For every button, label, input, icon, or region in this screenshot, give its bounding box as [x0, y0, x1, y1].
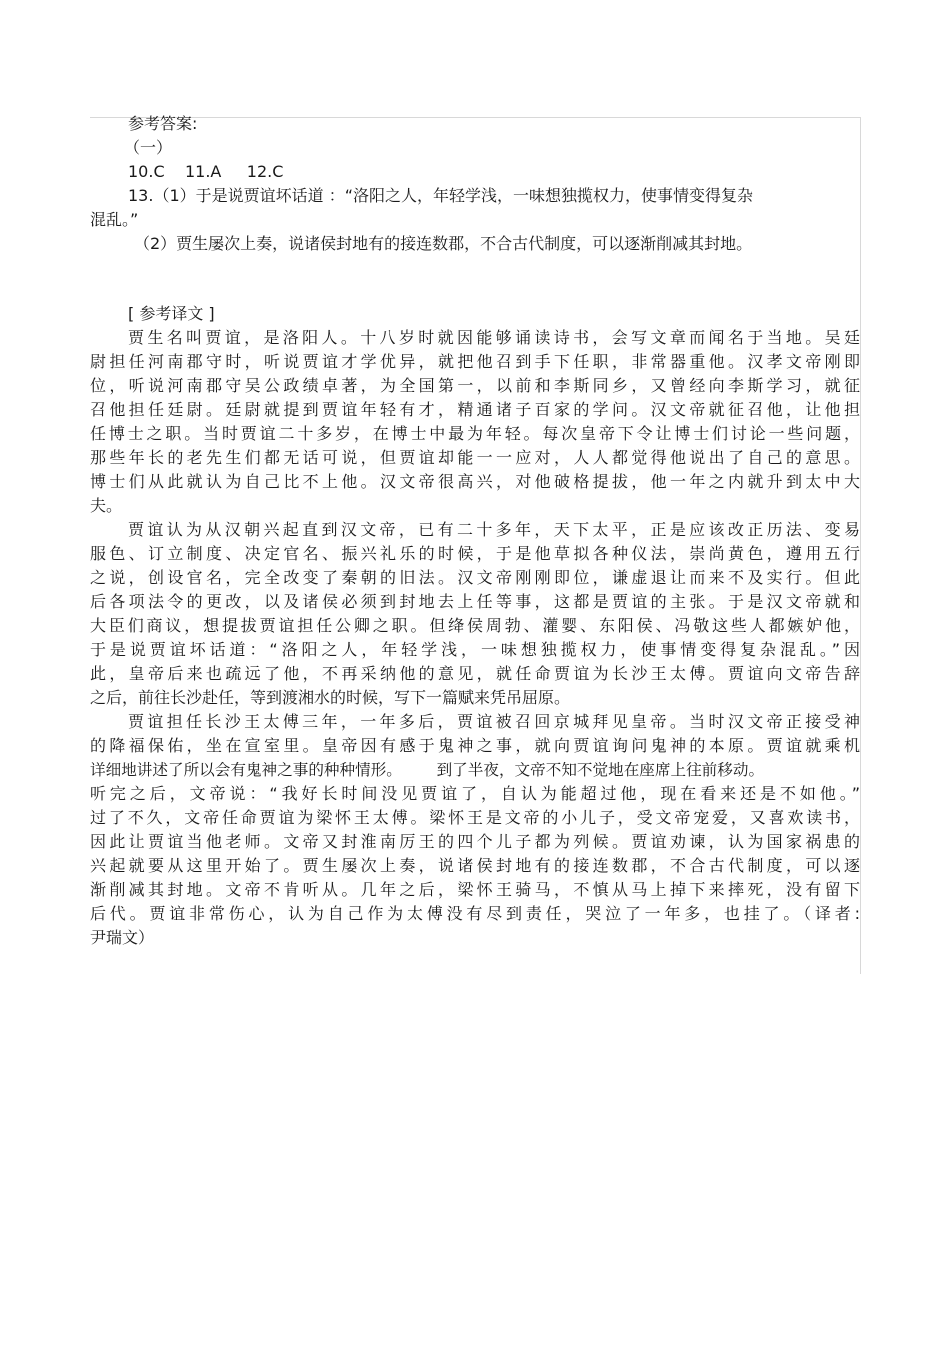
translation-line: 因此让贾谊当他老师。文帝又封淮南厉王的四个儿子都为列候。贾谊劝谏，认为国家祸患的 [90, 832, 860, 851]
translation-line: 后各项法令的更改，以及诸侯必须到封地去上任等事，这都是贾谊的主张。于是汉文帝就和 [90, 592, 860, 611]
translation-line: 详细地讲述了所以会有鬼神之事的种种情形。 到了半夜，文帝不知不觉地在座席上往前移动。 [90, 761, 765, 779]
spacer [90, 280, 860, 302]
document-body [90, 112, 860, 950]
answers-section: （一） [124, 138, 173, 157]
translation-line: 贾谊担任长沙王太傅三年，一年多后，贾谊被召回京城拜见皇帝。当时汉文帝正接受神 [128, 712, 860, 731]
translation-line: 渐削减其封地。文帝不肯听从。几年之后，梁怀王骑马，不慎从马上掉下来摔死，没有留下 [90, 880, 860, 899]
translation-line: 尉担任河南郡守时，听说贾谊才学优异，就把他召到手下任职，非常器重他。汉孝文帝刚即 [90, 352, 860, 371]
answer-13-part1-line1: 13.（1）于是说贾谊坏话道 ：“洛阳之人，年轻学浅，一味想独揽权力，使事情变得复杂 [128, 186, 754, 205]
translation-line: 贾生名叫贾谊，是洛阳人。十八岁时就因能够诵读诗书，会写文章而闻名于当地。吴廷 [128, 328, 860, 347]
frame-right-border [860, 117, 861, 974]
translation-heading: [ 参考译文 ] [128, 304, 215, 323]
translation-line: 位，听说河南郡守吴公政绩卓著，为全国第一，以前和李斯同乡，又曾经向李斯学习，就征 [90, 376, 860, 395]
answers-choices: 10.C 11.A 12.C [128, 162, 284, 181]
translation-line: 之说，创设官名，完全改变了秦朝的旧法。汉文帝刚刚即位，谦虚退让而来不及实行。但此 [90, 568, 860, 587]
translation-line: 那些年长的老先生们都无话可说，但贾谊却能一一应对，人人都觉得他说出了自己的意思。 [90, 448, 860, 467]
translation-line: 任博士之职。当时贾谊二十多岁，在博士中最为年轻。每次皇帝下令让博士们讨论一些问题， [90, 424, 860, 443]
translation-line: 大臣们商议，想提拔贾谊担任公卿之职。但绛侯周勃、灌婴、东阳侯、冯敬这些人都嫉妒他， [90, 616, 860, 635]
translation-line: 的降福保佑，坐在宣室里。皇帝因有感于鬼神之事，就向贾谊询问鬼神的本原。贾谊就乘机 [90, 736, 860, 755]
translation-line: 贾谊认为从汉朝兴起直到汉文帝，已有二十多年，天下太平，正是应该改正历法、变易 [128, 520, 860, 539]
translation-line: 召他担任廷尉。廷尉就提到贾谊年轻有才，精通诸子百家的学问。汉文帝就征召他，让他担 [90, 400, 860, 419]
spacer [90, 256, 860, 280]
answers-heading: 参考答案: [128, 114, 198, 133]
translation-line: 夫。 [90, 496, 123, 515]
translation-line: 过了不久，文帝任命贾谊为梁怀王太傅。梁怀王是文帝的小儿子，受文帝宠爱，又喜欢读书， [90, 808, 860, 827]
answer-13-part1-line2: 混乱。” [90, 210, 139, 229]
translation-line: 博士们从此就认为自己比不上他。汉文帝很高兴，对他破格提拔，他一年之内就升到太中大 [90, 472, 860, 491]
translation-line: 听完之后，文帝说：“我好长时间没见贾谊了，自认为能超过他，现在看来还是不如他。” [90, 784, 860, 803]
translation-line: 后代。贾谊非常伤心，认为自己作为太傅没有尽到责任，哭泣了一年多，也挂了。（译者: [90, 904, 860, 923]
translation-line: 于是说贾谊坏话道：“洛阳之人，年轻学浅，一味想独揽权力，使事情变得复杂混乱。”因 [90, 640, 860, 659]
translation-line: 兴起就要从这里开始了。贾生屡次上奏，说诸侯封地有的接连数郡，不合古代制度，可以逐 [90, 856, 860, 875]
translation-line: 此，皇帝后来也疏远了他，不再采纳他的意见，就任命贾谊为长沙王太傅。贾谊向文帝告辞 [90, 664, 860, 683]
translation-text [90, 326, 860, 950]
translation-line: 服色、订立制度、决定官名、振兴礼乐的时候，于是他草拟各种仪法，崇尚黄色，遵用五行 [90, 544, 860, 563]
translation-line: 之后，前往长沙赴任，等到渡湘水的时候，写下一篇赋来凭吊屈原。 [90, 688, 571, 707]
answer-13-part2: （2）贾生屡次上奏，说诸侯封地有的接连数郡，不合古代制度，可以逐渐削减其封地。 [134, 234, 753, 253]
translation-line: 尹瑞文） [90, 928, 155, 947]
